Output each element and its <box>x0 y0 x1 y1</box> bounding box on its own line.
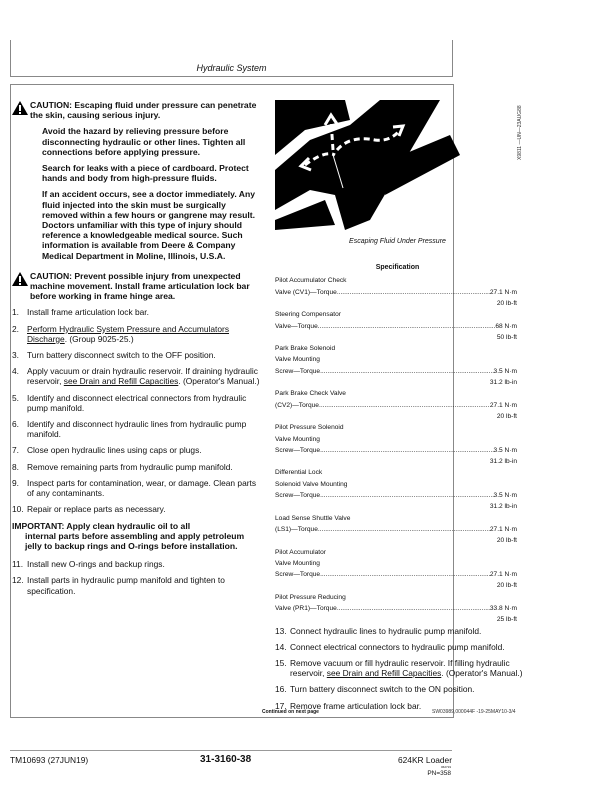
spec-metric-value: 27.1 N·m <box>489 401 517 409</box>
page-header <box>10 40 453 77</box>
caution-text: Avoid the hazard by relieving pressure before disconnecting hydraulic or other lines. Tighten all connections before applying pressure. <box>42 126 246 157</box>
spec-metric-value: 3.5 N·m <box>493 492 517 500</box>
spec-label-line: Pilot Pressure Solenoid <box>275 424 344 432</box>
warning-triangle-icon <box>12 272 28 286</box>
leader-dots <box>318 524 490 535</box>
link-drain-refill[interactable]: see Drain and Refill Capacities <box>63 376 179 387</box>
spec-metric-value: 68 N·m <box>495 322 517 330</box>
spec-imperial-value: 20 lb-ft <box>496 582 517 590</box>
step-item: 7. Close open hydraulic lines using caps or plugs. <box>12 445 202 456</box>
manual-id: TM10693 (27JUN19) <box>10 755 89 765</box>
step-item: 5. Identify and disconnect electrical connectors from hydraulic pump manifold. <box>12 392 247 413</box>
caution-block-fluid <box>12 100 260 261</box>
spec-label-line: Pilot Accumulator Check <box>275 277 347 285</box>
step-item: 12. Install parts in hydraulic pump manifold and tighten to specification. <box>12 575 225 596</box>
spec-label-line: Differential Lock <box>275 469 323 477</box>
spec-label: (LS1)—Torque <box>275 525 318 533</box>
spec-label-line: Pilot Accumulator <box>275 548 326 556</box>
model-name: 624KR Loader <box>397 755 452 765</box>
spec-row <box>275 569 517 580</box>
spec-label: Valve (PR1)—Torque <box>275 605 337 613</box>
leader-dots <box>320 490 493 501</box>
leader-dots <box>320 445 493 456</box>
link-pressure-discharge[interactable]: Perform Hydraulic System Pressure and Accumulators Discharge <box>27 323 230 344</box>
spec-label-line: Park Brake Solenoid <box>275 345 336 353</box>
leader-dots <box>318 321 496 332</box>
spec-label-line: Park Brake Check Valve <box>275 390 346 398</box>
step-item: 1. Install frame articulation lock bar. <box>12 307 149 318</box>
step-item: 2. Perform Hydraulic System Pressure and Accumulators Discharge. (Group 9025-25.) <box>12 323 230 344</box>
step-item: 4. Apply vacuum or drain hydraulic reservoir. If draining hydraulic reservoir, see Drain and Refill Capacities. (Operator's Manual.) <box>12 366 260 387</box>
spec-imperial-value: 25 lb-ft <box>496 616 517 624</box>
escaping-fluid-illustration <box>275 100 515 230</box>
spec-imperial-value: 50 lb-ft <box>496 333 517 341</box>
page-number: 31-3160-38 <box>200 754 252 765</box>
spec-label: Valve—Torque <box>275 322 318 330</box>
caution-heading: CAUTION: Escaping fluid under pressure can penetrate the skin, causing serious injury. <box>30 100 257 121</box>
hazard-figure <box>275 100 523 235</box>
leader-dots <box>337 287 490 298</box>
spec-label: Screw—Torque <box>275 492 321 500</box>
spec-imperial-value: 20 lb-ft <box>496 412 517 420</box>
step-item: 3. Turn battery disconnect switch to the OFF position. <box>12 350 216 361</box>
spec-label-line: Valve Mounting <box>275 356 320 364</box>
spec-imperial-value: 20 lb-ft <box>496 300 517 307</box>
spec-row <box>275 366 517 377</box>
spec-imperial-value: 20 lb-ft <box>496 537 517 545</box>
right-column <box>275 100 523 717</box>
spec-table <box>275 275 517 625</box>
leader-dots <box>320 366 493 377</box>
spec-metric-value: 27.1 N·m <box>489 288 517 296</box>
spec-title: Specification <box>375 264 420 272</box>
leader-dots <box>320 569 490 580</box>
steps-list-right <box>275 626 525 711</box>
continued-note: Continued on next page <box>262 709 319 715</box>
spec-label-line: Pilot Pressure Reducing <box>275 593 346 601</box>
step-item: 16. Turn battery disconnect switch to the ON position. <box>275 684 475 695</box>
leader-dots <box>319 400 490 411</box>
pn-number: PN=358 <box>427 770 451 777</box>
spec-metric-value: 3.5 N·m <box>493 446 517 454</box>
section-title: Hydraulic System <box>196 63 267 73</box>
step-item: 14. Connect electrical connectors to hydraulic pump manifold. <box>275 641 505 652</box>
step-item: 15. Remove vacuum or fill hydraulic reservoir. If filling hydraulic reservoir, see Drain and Refill Capacities. (Operator's Manual.) <box>275 658 523 679</box>
footer-divider <box>10 750 452 751</box>
caution-heading: CAUTION: Prevent possible injury from unexpected machine movement. Install frame articulation lock bar before working in frame hinge area. <box>30 270 250 302</box>
figure-caption: Escaping Fluid Under Pressure <box>349 238 446 245</box>
spec-label: Screw—Torque <box>275 446 321 454</box>
spec-row <box>275 400 517 411</box>
step-item: 8. Remove remaining parts from hydraulic pump manifold. <box>12 461 233 472</box>
spec-label-line: Load Sense Shuttle Valve <box>275 514 351 522</box>
steps-list-left-2 <box>12 559 260 596</box>
spec-row <box>275 524 517 535</box>
step-item: 6. Identify and disconnect hydraulic lines from hydraulic pump manifold. <box>12 419 247 440</box>
spec-metric-value: 27.1 N·m <box>489 525 517 533</box>
spec-label-line: Valve Mounting <box>275 435 320 443</box>
spec-label: Screw—Torque <box>275 367 321 375</box>
spec-row <box>275 490 517 501</box>
step-item: 11. Install new O-rings and backup rings. <box>12 559 165 570</box>
spec-row <box>275 287 517 298</box>
steps-list-left <box>12 307 260 514</box>
important-note: IMPORTANT: Apply clean hydraulic oil to all internal parts before assembling and apply petroleum jelly to backup rings and O-rings before installation. <box>12 520 245 551</box>
spec-imperial-value: 31.2 lb-in <box>489 458 517 466</box>
spec-label: Screw—Torque <box>275 571 321 579</box>
step-item: 9. Inspect parts for contamination, wear, or damage. Clean parts of any contaminants. <box>12 477 257 499</box>
spec-row <box>275 445 517 456</box>
step-item: 13. Connect hydraulic lines to hydraulic pump manifold. <box>275 625 482 636</box>
spec-row <box>275 321 517 332</box>
spec-metric-value: 33.8 N·m <box>489 605 517 613</box>
spec-label-line: Steering Compensator <box>275 311 341 319</box>
caution-block-movement <box>12 271 260 302</box>
spec-imperial-value: 31.2 lb-in <box>489 503 517 511</box>
leader-dots <box>337 603 490 614</box>
spec-row <box>275 603 517 614</box>
spec-label-line: Valve Mounting <box>275 559 320 567</box>
spec-label: (CV2)—Torque <box>275 401 319 409</box>
caution-text: Search for leaks with a piece of cardboard. Protect hands and body from high-pressure fluids. <box>42 163 249 184</box>
spec-imperial-value: 31.2 lb-in <box>489 379 517 387</box>
reference-id: SW03989,000044F -19-25MAY10-3/4 <box>432 709 516 715</box>
footer-code: 062719 <box>440 765 451 769</box>
warning-triangle-icon <box>12 101 28 115</box>
spec-label-line: Solenoid Valve Mounting <box>275 480 348 488</box>
step-item: 17. Remove frame articulation lock bar. <box>275 700 422 711</box>
caution-text: If an accident occurs, see a doctor immediately. Any fluid injected into the skin must be surgically removed within a few hours or gangrene may result. Doctors unfamiliar with this type of injury should reference a knowledgeable medical source. Such information is available from Deere & Company Medical Department in Moline, Illinois, U.S.A. <box>42 189 256 261</box>
spec-metric-value: 3.5 N·m <box>493 367 517 375</box>
left-column <box>12 100 260 602</box>
step-item: 10. Repair or replace parts as necessary. <box>12 504 166 515</box>
figure-id: X9811 —UN—23AUG88 <box>517 105 523 160</box>
spec-metric-value: 27.1 N·m <box>489 571 517 579</box>
spec-label: Valve (CV1)—Torque <box>275 288 337 296</box>
link-drain-refill[interactable]: see Drain and Refill Capacities <box>326 668 442 679</box>
